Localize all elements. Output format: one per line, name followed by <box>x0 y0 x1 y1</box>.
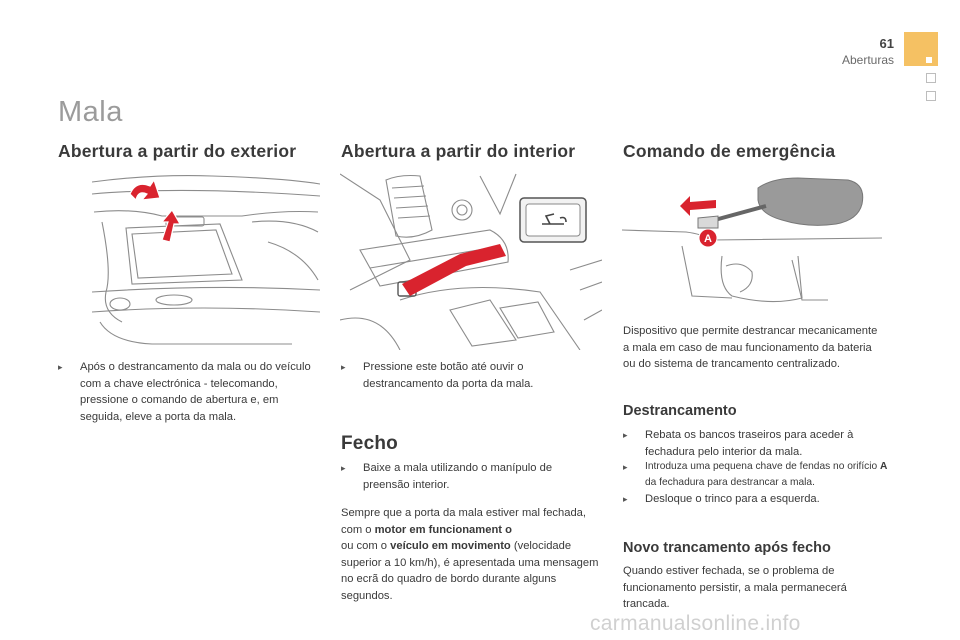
interior-instruction: ▸ Pressione este botão até ouvir o destrancamento da porta da mala. <box>341 361 534 390</box>
heading-opening-interior: Abertura a partir do interior <box>341 141 576 161</box>
section-tab-marker <box>926 57 932 63</box>
unlock-step-2: ▸ Introduza uma pequena chave de fendas no orifício A da fechadura para destrancar a mala. <box>623 461 888 488</box>
heading-opening-exterior: Abertura a partir do exterior <box>58 141 297 161</box>
heading-closing: Fecho <box>341 433 398 454</box>
emergency-lock-illustration <box>622 176 892 306</box>
section-name: Aberturas <box>841 53 894 67</box>
unlock-step-3: ▸ Desloque o trinco para a esquerda. <box>623 491 885 508</box>
watermark: carmanualsonline.info <box>590 612 801 635</box>
page-title: Mala <box>58 96 123 128</box>
heading-emergency-control: Comando de emergência <box>623 141 836 161</box>
bullet-arrow-icon: ▸ <box>623 430 628 440</box>
tab-placeholder-square <box>926 73 936 83</box>
relocking-text: Quando estiver fechada, se o problema de funcionamento persistir, a mala permanecerá trancada. <box>623 565 847 610</box>
bullet-arrow-icon: ▸ <box>623 462 628 472</box>
heading-unlocking: Destrancamento <box>623 403 737 419</box>
emergency-intro: Dispositivo que permite destrancar mecanicamente a mala em caso de mau funcionamento da bateria ou do sistema de trancamento centralizado. <box>623 325 878 370</box>
exterior-instruction: ▸ Após o destrancamento da mala ou do veículo com a chave electrónica - telecomando, pressione o comando de abertura e, em seguida, eleve a porta da mala. <box>58 361 311 423</box>
bullet-arrow-icon: ▸ <box>58 362 63 372</box>
interior-button-illustration <box>340 170 602 350</box>
unlock-step-1: ▸ Rebata os bancos traseiros para aceder à fechadura pelo interior da mala. <box>623 429 854 458</box>
heading-relocking: Novo trancamento após fecho <box>623 540 831 556</box>
bullet-arrow-icon: ▸ <box>341 362 346 372</box>
callout-label-a: A <box>704 233 712 245</box>
closing-warning-paragraph: Sempre que a porta da mala estiver mal fechada, com o motor em funcionament o ou com o veículo em movimento (velocidade superior a 10 km/h), é apresentada uma mensagem no ecrã do quadro de bordo durante alguns segundos. <box>341 507 599 602</box>
section-tab <box>904 32 938 66</box>
page-number: 61 <box>879 36 894 51</box>
exterior-tailgate-illustration <box>92 172 320 348</box>
bullet-arrow-icon: ▸ <box>341 463 346 473</box>
closing-instruction: ▸ Baixe a mala utilizando o manípulo de preensão interior. <box>341 462 553 491</box>
tab-placeholder-square <box>926 91 936 101</box>
bullet-arrow-icon: ▸ <box>623 494 628 504</box>
